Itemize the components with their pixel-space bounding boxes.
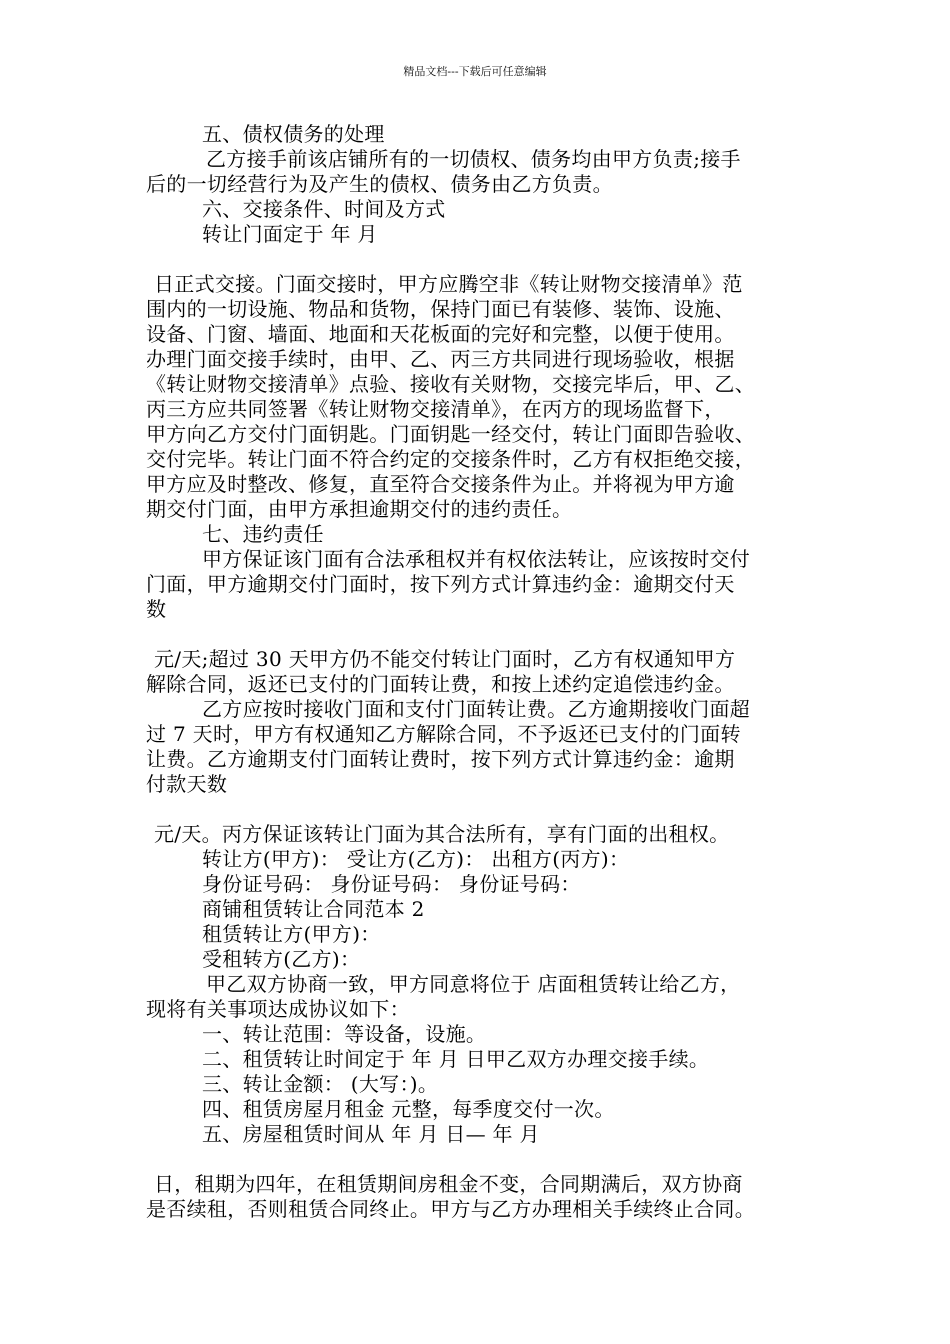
paragraph-line: 甲方保证该门面有合法承租权并有权依法转让，应该按时交付 (202, 547, 751, 571)
paragraph-line: 现将有关事项达成协议如下： (146, 997, 410, 1021)
signature-parties-line: 转让方(甲方)： 受让方(乙方)： 出租方(丙方)： (202, 847, 630, 871)
paragraph-line: 甲方向乙方交付门面钥匙。门面钥匙一经交付，转让门面即告验收、 (146, 422, 755, 446)
paragraph-line: 丙三方应共同签署《转让财物交接清单》，在丙方的现场监督下， (146, 397, 725, 421)
paragraph-line: 设备、门窗、墙面、地面和天花板面的完好和完整，以便于使用。 (146, 322, 735, 346)
paragraph-line: 门面，甲方逾期交付门面时，按下列方式计算违约金：逾期交付天 (146, 572, 735, 596)
paragraph-line: 过 7 天时，甲方有权通知乙方解除合同，不予返还已支付的门面转 (146, 722, 741, 746)
paragraph-line: 转让门面定于 年 月 (202, 222, 378, 246)
blank-line (146, 247, 808, 272)
paragraph-line: 是否续租，否则租赁合同终止。甲方与乙方办理相关手续终止合同。 (146, 1197, 755, 1221)
paragraph-line: 解除合同，返还已支付的门面转让费，和按上述约定追偿违约金。 (146, 672, 735, 696)
paragraph-line: 元/天;超过 30 天甲方仍不能交付转让门面时，乙方有权通知甲方 (154, 647, 736, 671)
blank-line (146, 1147, 808, 1172)
paragraph-line: 《转让财物交接清单》点验、接收有关财物，交接完毕后，甲、乙、 (146, 372, 755, 396)
blank-line (146, 622, 808, 647)
paragraph-line: 数 (146, 597, 167, 621)
contract-title: 商铺租赁转让合同范本 2 (202, 897, 425, 921)
paragraph-line: 让费。乙方逾期支付门面转让费时，按下列方式计算违约金：逾期 (146, 747, 735, 771)
party-a-line: 租赁转让方(甲方)： (202, 922, 381, 946)
paragraph-line: 甲方应及时整改、修复，直至符合交接条件为止。并将视为甲方逾 (146, 472, 735, 496)
paragraph-line: 围内的一切设施、物品和货物，保持门面已有装修、装饰、设施、 (146, 297, 735, 321)
paragraph-line: 后的一切经营行为及产生的债权、债务由乙方负责。 (146, 172, 613, 196)
blank-line (146, 797, 808, 822)
section-heading-6: 六、交接条件、时间及方式 (202, 197, 446, 221)
paragraph-line: 日，租期为四年，在租赁期间房租金不变，合同期满后，双方协商 (154, 1172, 743, 1196)
paragraph-line: 付款天数 (146, 772, 228, 796)
page-header: 精品文档---下载后可任意编辑 (403, 65, 547, 78)
clause-5: 五、房屋租赁时间从 年 月 日— 年 月 (202, 1122, 540, 1146)
paragraph-line: 办理门面交接手续时，由甲、乙、丙三方共同进行现场验收，根据 (146, 347, 735, 371)
id-number-line: 身份证号码： 身份证号码： 身份证号码： (202, 872, 581, 896)
clause-4: 四、租赁房屋月租金 元整，每季度交付一次。 (202, 1097, 615, 1121)
paragraph-line: 甲乙双方协商一致，甲方同意将位于 店面租赁转让给乙方， (206, 972, 741, 996)
clause-3: 三、转让金额： (大写：)。 (202, 1072, 439, 1096)
section-heading-7: 七、违约责任 (202, 522, 324, 546)
paragraph-line: 日正式交接。门面交接时，甲方应腾空非《转让财物交接清单》范 (154, 272, 743, 296)
clause-1: 一、转让范围：等设备，设施。 (202, 1022, 487, 1046)
paragraph-line: 乙方接手前该店铺所有的一切债权、债务均由甲方负责;接手 (206, 147, 741, 171)
paragraph-line: 期交付门面，由甲方承担逾期交付的违约责任。 (146, 497, 573, 521)
paragraph-line: 乙方应按时接收门面和支付门面转让费。乙方逾期接收门面超 (202, 697, 751, 721)
party-b-line: 受租转方(乙方)： (202, 947, 361, 971)
paragraph-line: 交付完毕。转让门面不符合约定的交接条件时，乙方有权拒绝交接， (146, 447, 755, 471)
paragraph-line: 元/天。丙方保证该转让门面为其合法所有，享有门面的出租权。 (154, 822, 730, 846)
document-body (146, 122, 808, 1222)
section-heading-5: 五、债权债务的处理 (202, 122, 385, 146)
clause-2: 二、租赁转让时间定于 年 月 日甲乙双方办理交接手续。 (202, 1047, 710, 1071)
